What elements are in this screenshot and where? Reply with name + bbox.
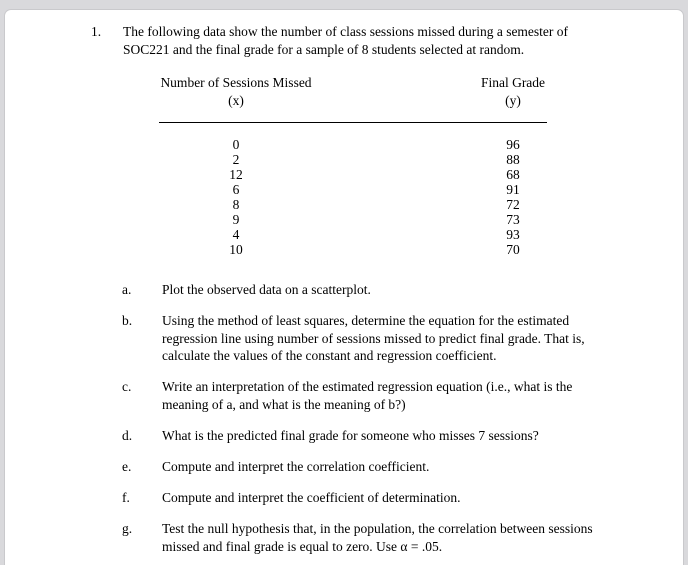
column-header-y-title: Final Grade [480,75,546,91]
table-row [5,242,683,257]
x-value: 0 [232,137,240,153]
item-letter: b. [122,313,133,329]
list-item [122,312,683,365]
table-row [5,212,683,227]
question-intro [5,10,683,58]
table-row [5,152,683,167]
x-value: 2 [232,152,240,168]
item-text: Test the null hypothesis that, in the population, the correlation between sessions missed and final grade is equal to zero. Use α = .05. [162,521,593,554]
x-value: 9 [232,212,240,228]
y-value: 88 [506,152,520,168]
list-item [122,520,683,555]
table-row [5,137,683,152]
item-letter: e. [122,459,132,475]
item-letter: f. [122,490,130,506]
list-item [122,489,683,507]
table-row [5,167,683,182]
document-page [4,9,684,565]
list-item [122,458,683,476]
table-body [5,137,683,257]
question-number: 1. [91,24,102,39]
y-value: 70 [506,242,520,258]
item-letter: d. [122,427,133,443]
column-header-x-title: Number of Sessions Missed [160,75,312,91]
x-value: 8 [232,197,240,213]
column-header-y [457,74,569,109]
item-text: Write an interpretation of the estimated regression equation (i.e., what is the meaning of a, and what is the meaning of b?) [162,379,573,412]
y-value: 93 [506,227,520,243]
table-row [5,197,683,212]
item-letter: c. [122,379,132,395]
y-value: 68 [506,167,520,183]
question-parts [5,281,683,555]
x-value: 10 [229,242,243,258]
table-row [5,182,683,197]
list-item [122,281,683,299]
item-text: Plot the observed data on a scatterplot. [162,282,371,298]
y-value: 72 [506,197,520,213]
item-text: Compute and interpret the correlation coefficient. [162,459,430,475]
data-table [5,74,683,257]
table-row [5,227,683,242]
table-headers [5,74,683,109]
question-text: The following data show the number of class sessions missed during a semester of SOC221 and the final grade for a sample of 8 students selected at random. [123,24,569,57]
item-letter: a. [122,282,132,298]
list-item [122,378,683,413]
item-text: Compute and interpret the coefficient of determination. [162,490,461,506]
table-rule [159,122,547,123]
x-value: 12 [229,167,243,183]
item-text: What is the predicted final grade for someone who misses 7 sessions? [162,427,539,443]
list-item [122,427,683,445]
column-header-x-symbol: (x) [228,92,244,108]
x-value: 4 [232,227,240,243]
y-value: 73 [506,212,520,228]
column-header-x [155,74,317,109]
item-text: Using the method of least squares, determine the equation for the estimated regression line using number of sessions missed to predict final grade. That is, calculate the values of the constant and regression coefficient. [162,313,585,364]
x-value: 6 [232,182,240,198]
y-value: 96 [506,137,520,153]
item-letter: g. [122,521,133,537]
column-header-y-symbol: (y) [505,92,521,108]
y-value: 91 [506,182,520,198]
